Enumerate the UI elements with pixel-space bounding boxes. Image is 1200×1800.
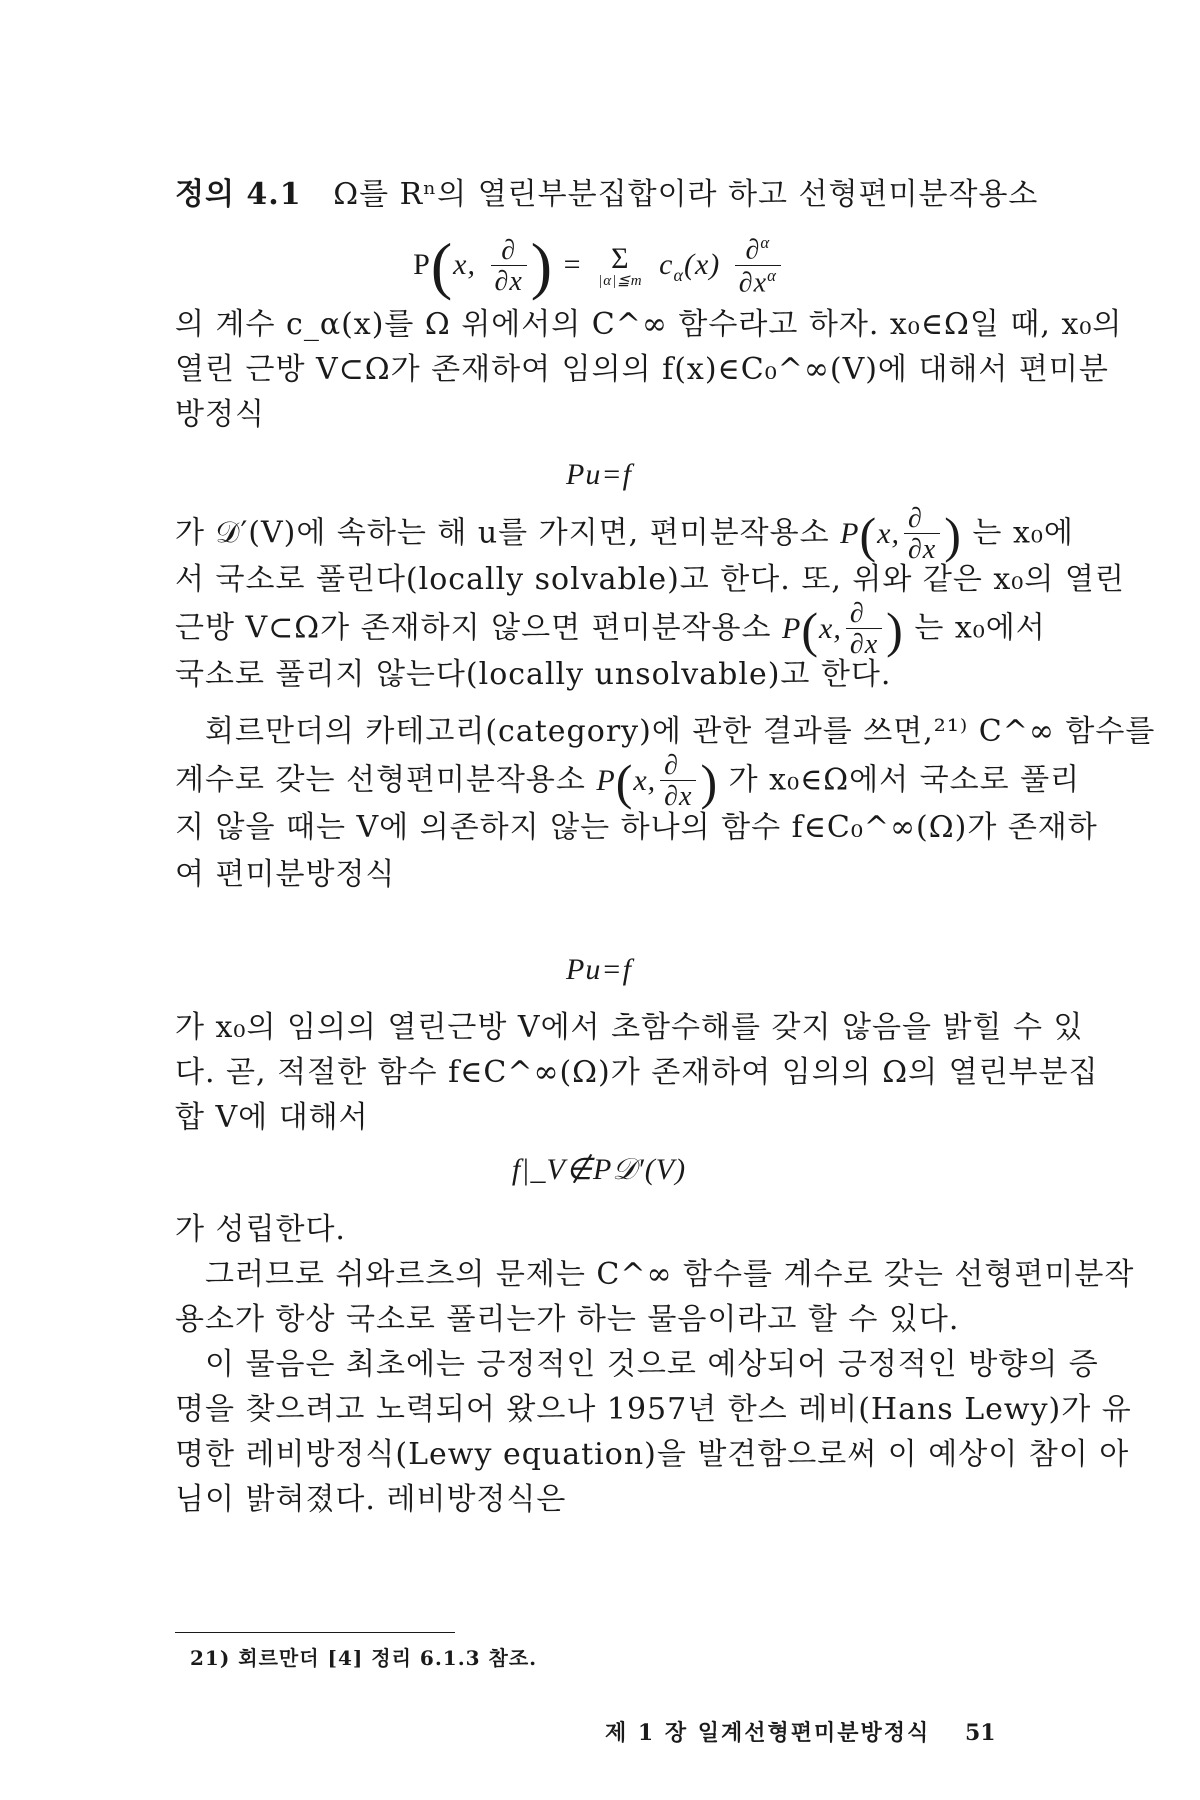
schwartz-line-1: 그러므로 쉬와르츠의 문제는 C^∞ 함수를 계수로 갖는 선형편미분작 [205, 1257, 1135, 1292]
lewy-line-2: 명을 찾으려고 노력되어 왔으나 1957년 한스 레비(Hans Lewy)가 유 [175, 1392, 1132, 1427]
consequence-line-2: 다. 곧, 적절한 함수 f∈C^∞(Ω)가 존재하여 임의의 Ω의 열린부분집 [175, 1055, 1099, 1090]
equation-restriction: f|_V∉P𝒟′(V) [511, 1153, 687, 1186]
solvable-line-3-pre: 근방 V⊂Ω가 존재하지 않으면 편미분작용소 [175, 610, 772, 646]
operator-inline-3: P(x, $\frac{\partial}{\partial x}$ ) [596, 750, 719, 812]
page-number: 51 [965, 1720, 996, 1746]
footnote: 21) 회르만더 [4] 정리 6.1.3 참조. [190, 1646, 538, 1670]
solvable-line-2: 서 국소로 풀린다(locally solvable)고 한다. 또, 위와 같은 x₀의 열린 [175, 562, 1125, 597]
solvable-line-1-pre: 가 𝒟′(V)에 속하는 해 u를 가지면, 편미분작용소 [175, 515, 830, 551]
solvable-line-3 [175, 598, 1046, 660]
solvable-line-4: 국소로 풀리지 않는다(locally unsolvable)고 한다. [175, 657, 892, 692]
equation-pu-f-1: Pu=f [566, 458, 632, 491]
schwartz-line-2: 용소가 항상 국소로 풀리는가 하는 물음이라고 할 수 있다. [175, 1302, 960, 1337]
lewy-line-1: 이 물음은 최초에는 긍정적인 것으로 예상되어 긍정적인 방향의 증 [205, 1347, 1099, 1382]
lewy-line-3: 명한 레비방정식(Lewy equation)을 발견함으로써 이 예상이 참이 아 [175, 1437, 1130, 1472]
category-line-2-post: 가 x₀∈Ω에서 국소로 풀리 [728, 762, 1081, 798]
definition-text: Ω를 Rⁿ의 열린부분집합이라 하고 선형편미분작용소 [333, 177, 1039, 212]
definition-line-4: 방정식 [175, 397, 265, 432]
footnote-rule [175, 1632, 455, 1633]
equation-pu-f-2: Pu=f [566, 953, 632, 986]
category-line-2 [175, 750, 1081, 812]
category-line-4: 여 편미분방정식 [175, 857, 396, 892]
solvable-line-1-post: 는 x₀에 [972, 515, 1074, 551]
lewy-line-4: 님이 밝혀졌다. 레비방정식은 [175, 1482, 567, 1517]
running-header: 제 1 장 일계선형편미분방정식 [605, 1720, 931, 1746]
operator-inline-2: P(x, $\frac{\partial}{\partial x}$ ) [782, 598, 904, 660]
operator-formula: P(x, $\frac{\partial}{\partial x}$ ) = Σ |α|≦m $c_\alpha(x)$ $\frac{\partial^\alpha}{\partial x^\alpha}$ [175, 230, 1023, 300]
definition-line-2: 의 계수 c_α(x)를 Ω 위에서의 C^∞ 함수라고 하자. x₀∈Ω일 때, x₀의 [175, 307, 1123, 342]
consequence-line-1: 가 x₀의 임의의 열린근방 V에서 초함수해를 갖지 않음을 밝힐 수 있 [175, 1010, 1084, 1045]
solvable-line-1 [175, 503, 1074, 565]
operator-inline-1: P(x, $\frac{\partial}{\partial x}$ ) [840, 503, 962, 565]
definition-line-1 [175, 175, 1039, 215]
category-line-2-pre: 계수로 갖는 선형편미분작용소 [175, 762, 586, 798]
category-line-1: 회르만더의 카테고리(category)에 관한 결과를 쓰면,²¹⁾ C^∞ 함수를 [205, 714, 1156, 749]
solvable-line-3-post: 는 x₀에서 [914, 610, 1046, 646]
consequence-line-3: 합 V에 대해서 [175, 1100, 369, 1135]
category-line-3: 지 않을 때는 V에 의존하지 않는 하나의 함수 f∈C₀^∞(Ω)가 존재하 [175, 810, 1098, 845]
definition-line-3: 열린 근방 V⊂Ω가 존재하여 임의의 f(x)∈C₀^∞(V)에 대해서 편미분 [175, 352, 1109, 387]
definition-label: 정의 4.1 [175, 177, 302, 212]
holds-line: 가 성립한다. [175, 1212, 346, 1247]
